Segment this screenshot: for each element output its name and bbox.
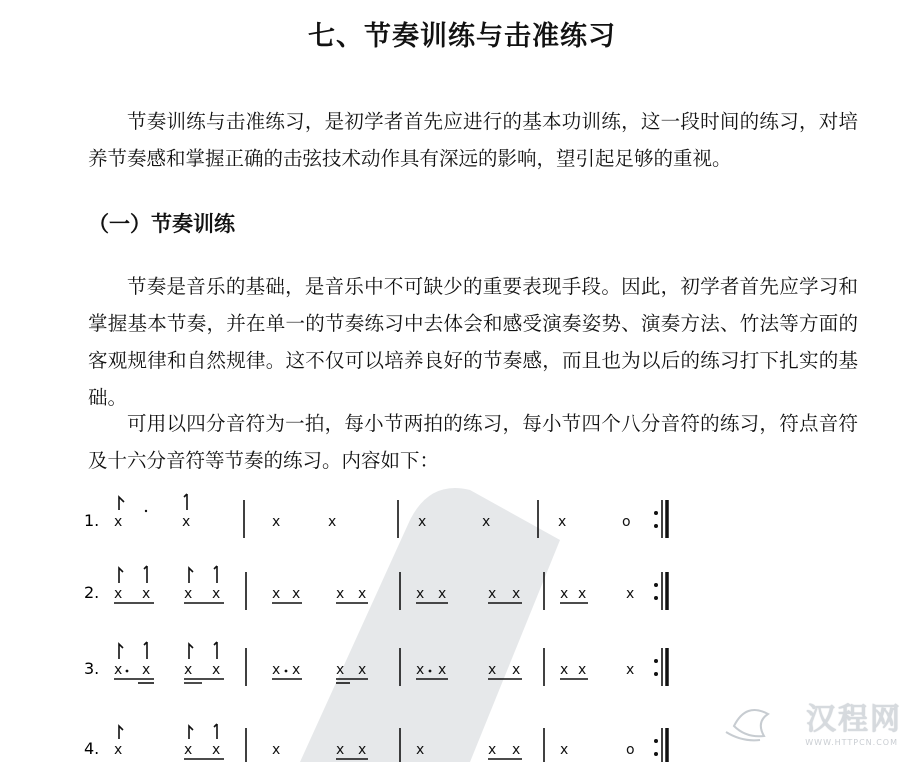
watermark-text: 汉程网	[806, 702, 902, 737]
svg-text:x: x	[184, 586, 193, 602]
svg-text:x: x	[142, 586, 151, 602]
svg-text:x: x	[212, 586, 221, 602]
exercise-row-1	[114, 494, 667, 538]
svg-text:x: x	[418, 514, 427, 530]
svg-text:x: x	[416, 662, 425, 678]
svg-text:o: o	[622, 514, 631, 530]
svg-text:x: x	[438, 662, 447, 678]
svg-text:x: x	[114, 514, 123, 530]
svg-text:x: x	[272, 742, 281, 758]
svg-text:x: x	[416, 586, 425, 602]
section-heading: （一）节奏训练	[88, 212, 235, 236]
exercise-number-2: 2.	[84, 583, 100, 602]
exercise-number-3: 3.	[84, 659, 100, 678]
svg-text:o: o	[626, 742, 635, 758]
svg-text:x: x	[560, 742, 569, 758]
svg-text:x: x	[482, 514, 491, 530]
svg-text:x: x	[358, 742, 367, 758]
svg-text:x: x	[358, 662, 367, 678]
svg-text:x: x	[272, 662, 281, 678]
svg-text:x: x	[558, 514, 567, 530]
svg-text:x: x	[212, 662, 221, 678]
svg-text:x: x	[626, 662, 635, 678]
svg-text:x: x	[336, 662, 345, 678]
svg-text:x: x	[358, 586, 367, 602]
watermark-url: WWW.HTTPCN.COM	[805, 738, 898, 747]
svg-text:x: x	[272, 514, 281, 530]
svg-text:x: x	[488, 586, 497, 602]
intro-paragraph: 节奏训练与击准练习，是初学者首先应进行的基本功训练，这一段时间的练习，对培养节奏感和掌握正确的击弦技术动作具有深远的影响，望引起足够的重视。	[88, 110, 858, 170]
svg-text:x: x	[416, 742, 425, 758]
svg-text:x: x	[292, 662, 301, 678]
svg-text:x: x	[560, 586, 569, 602]
svg-text:x: x	[114, 662, 123, 678]
svg-text:x: x	[512, 742, 521, 758]
exercise-number-1: 1.	[84, 511, 100, 530]
svg-text:x: x	[560, 662, 569, 678]
svg-text:x: x	[512, 586, 521, 602]
svg-text:x: x	[328, 514, 337, 530]
svg-text:x: x	[184, 662, 193, 678]
body-paragraph-1: 节奏是音乐的基础，是音乐中不可缺少的重要表现手段。因此，初学者首先应学习和掌握基本节奏，并在单一的节奏练习中去体会和感受演奏姿势、演奏方法、竹法等方面的客观规律和自然规律。这不仅可以培养良好的节奏感，而且也为以后的练习打下扎实的基础。	[88, 275, 858, 409]
svg-text:x: x	[272, 586, 281, 602]
svg-text:x: x	[184, 742, 193, 758]
exercise-number-4: 4.	[84, 739, 100, 758]
svg-text:x: x	[142, 662, 151, 678]
watermark-band	[300, 488, 560, 762]
svg-text:x: x	[578, 586, 587, 602]
svg-text:x: x	[488, 742, 497, 758]
svg-text:x: x	[626, 586, 635, 602]
svg-text:x: x	[182, 514, 191, 530]
page-title: 七、节奏训练与击准练习	[308, 21, 616, 52]
svg-text:x: x	[212, 742, 221, 758]
svg-text:x: x	[336, 586, 345, 602]
svg-text:x: x	[578, 662, 587, 678]
svg-text:x: x	[438, 586, 447, 602]
svg-text:x: x	[114, 586, 123, 602]
svg-text:x: x	[512, 662, 521, 678]
svg-text:x: x	[336, 742, 345, 758]
svg-text:x: x	[488, 662, 497, 678]
svg-text:x: x	[114, 742, 123, 758]
body-paragraph-2: 可用以四分音符为一拍，每小节两拍的练习，每小节四个八分音符的练习，符点音符及十六分音符等节奏的练习。内容如下：	[88, 412, 858, 472]
svg-text:x: x	[292, 586, 301, 602]
